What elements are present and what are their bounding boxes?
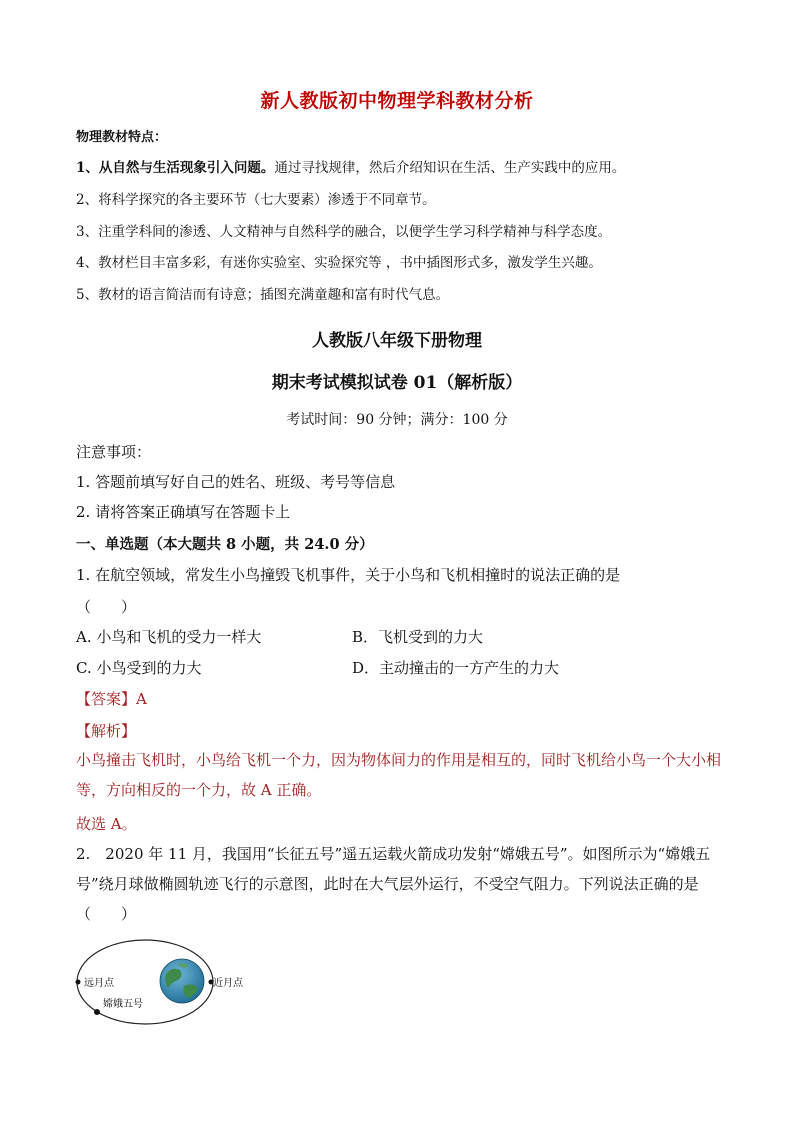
q1-option-d: D．主动撞击的一方产生的力大 <box>352 659 560 677</box>
feature-item-4: 4、教材栏目丰富多彩，有迷你实验室、实验探究等 ，书中插图形式多，激发学生兴趣。 <box>76 255 602 271</box>
q1-answer: 【答案】A <box>76 690 147 708</box>
notice-item-1: 1. 答题前填写好自己的姓名、班级、考号等信息 <box>76 473 396 491</box>
feature-item-1-text: 通过寻找规律，然后介绍知识在生活、生产实践中的应用。 <box>274 160 626 176</box>
probe-marker <box>94 1009 100 1015</box>
exam-title-2: 期末考试模拟试卷 01（解析版） <box>271 373 523 393</box>
q1-option-b: B．飞机受到的力大 <box>352 628 484 646</box>
section-heading: 一、单选题（本大题共 8 小题，共 24.0 分） <box>76 536 374 553</box>
q1-analysis-heading: 【解析】 <box>76 722 137 740</box>
document-title: 新人教版初中物理学科教材分析 <box>260 90 534 112</box>
q1-paren: （ ） <box>76 598 137 616</box>
near-point-label: 近月点 <box>213 978 243 989</box>
far-point-label: 远月点 <box>84 978 114 989</box>
moon-icon <box>160 959 204 1003</box>
q1-option-c: C. 小鸟受到的力大 <box>76 659 202 677</box>
notice-item-2: 2. 请将答案正确填写在答题卡上 <box>76 503 291 521</box>
orbit-diagram <box>70 936 260 1030</box>
exam-title-1: 人教版八年级下册物理 <box>312 331 482 351</box>
feature-item-2: 2、将科学探究的各主要环节（七大要素）渗透于不同章节。 <box>76 192 436 208</box>
q2-stem: 2. 2020 年 11 月，我国用“长征五号”遥五运载火箭成功发射“嫦娥五号”。如图所示为“嫦娥五号”绕月球做椭圆轨迹飞行的示意图，此时在大气层外运行，不受空气阻力。下列说法正确的是（ ） <box>76 845 711 923</box>
q1-conclusion: 故选 A。 <box>76 815 137 833</box>
q1-analysis: 小鸟撞击飞机时，小鸟给飞机一个力，因为物体间力的作用是相互的，同时飞机给小鸟一个大小相等，方向相反的一个力，故 A 正确。 <box>76 751 722 799</box>
far-point-marker <box>76 980 81 985</box>
feature-item-1 <box>76 156 625 176</box>
feature-item-1-bold: 1、从自然与生活现象引入问题。 <box>76 160 275 176</box>
feature-item-5: 5、教材的语言简洁而有诗意；插图充满童趣和富有时代气息。 <box>76 287 450 303</box>
q1-stem: 1. 在航空领域，常发生小鸟撞毁飞机事件，关于小鸟和飞机相撞时的说法正确的是 <box>76 566 621 584</box>
features-heading: 物理教材特点： <box>76 130 168 145</box>
exam-meta: 考试时间：90 分钟；满分：100 分 <box>286 412 508 428</box>
q1-option-a: A. 小鸟和飞机的受力一样大 <box>76 628 262 646</box>
probe-label: 嫦娥五号 <box>103 999 143 1010</box>
feature-item-3: 3、注重学科间的渗透、人文精神与自然科学的融合，以便学生学习科学精神与科学态度。 <box>76 224 612 240</box>
notice-heading: 注意事项： <box>76 443 152 461</box>
